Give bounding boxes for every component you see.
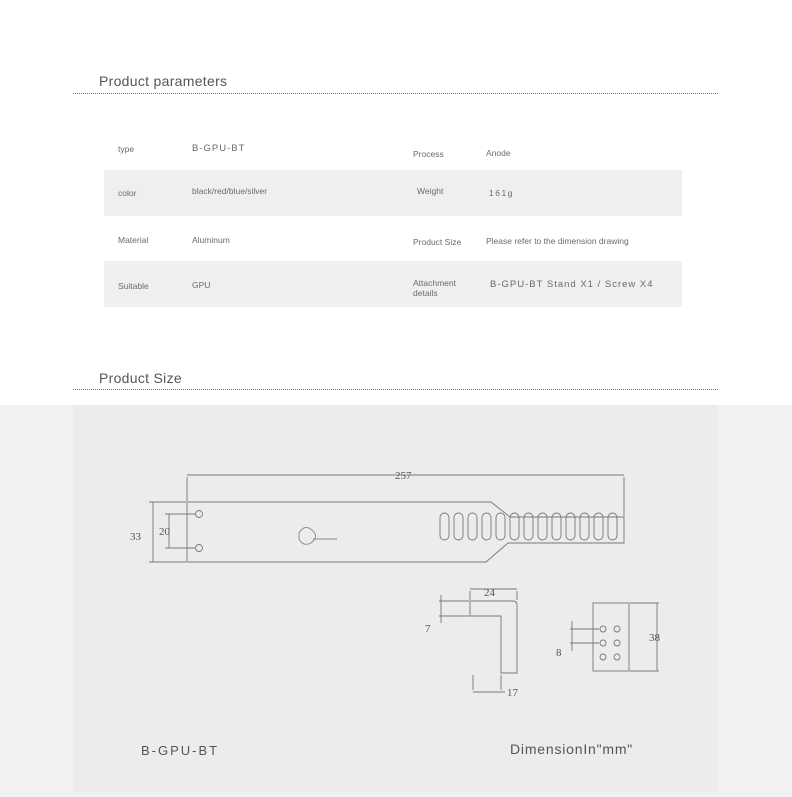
param-label: Weight xyxy=(417,186,444,196)
brand-logo xyxy=(299,527,337,544)
param-value: GPU xyxy=(192,280,211,290)
param-label: color xyxy=(118,188,137,198)
param-label: Product Size xyxy=(413,237,462,247)
param-value: Aluminum xyxy=(192,235,230,245)
table-row xyxy=(104,170,682,216)
dim-text-length: 257 xyxy=(395,470,412,482)
dim-text-bracket-width: 24 xyxy=(484,587,495,599)
unit-caption: DimensionIn"mm" xyxy=(510,741,634,757)
table-row xyxy=(104,216,682,262)
technical-drawing xyxy=(73,405,718,792)
mounting-hole xyxy=(196,511,203,518)
mounting-plate xyxy=(593,603,629,671)
param-value: Anode xyxy=(486,148,511,158)
dim-text-bracket-base: 17 xyxy=(507,687,518,699)
size-divider xyxy=(73,389,718,390)
param-label: type xyxy=(118,144,135,154)
param-label: Material xyxy=(118,235,149,245)
dimension-drawing xyxy=(73,405,718,792)
table-row xyxy=(104,125,682,171)
dim-text-hole-spacing: 20 xyxy=(159,526,170,538)
dim-text-height: 33 xyxy=(130,531,141,543)
dim-text-plate-height: 38 xyxy=(649,632,660,644)
model-caption: B-GPU-BT xyxy=(141,743,220,758)
dim-text-hole-pitch: 8 xyxy=(556,647,562,659)
table-row xyxy=(104,261,682,307)
param-label: Process xyxy=(413,149,444,159)
parameters-title: Product parameters xyxy=(99,73,228,89)
param-value: 161g xyxy=(489,188,514,198)
param-label: Suitable xyxy=(118,281,149,291)
param-value: black/red/blue/silver xyxy=(192,186,268,196)
stand-outline xyxy=(187,502,624,562)
mounting-hole xyxy=(196,545,203,552)
param-value: Please refer to the dimension drawing xyxy=(486,236,629,246)
parameters-divider xyxy=(73,93,718,94)
dim-text-bracket-flange: 7 xyxy=(425,623,431,635)
param-value: B-GPU-BT xyxy=(192,143,246,154)
param-value: B-GPU-BT Stand X1 / Screw X4 xyxy=(490,279,654,290)
l-bracket xyxy=(470,601,517,673)
param-label: Attachment details xyxy=(413,278,456,298)
size-title: Product Size xyxy=(99,370,182,386)
